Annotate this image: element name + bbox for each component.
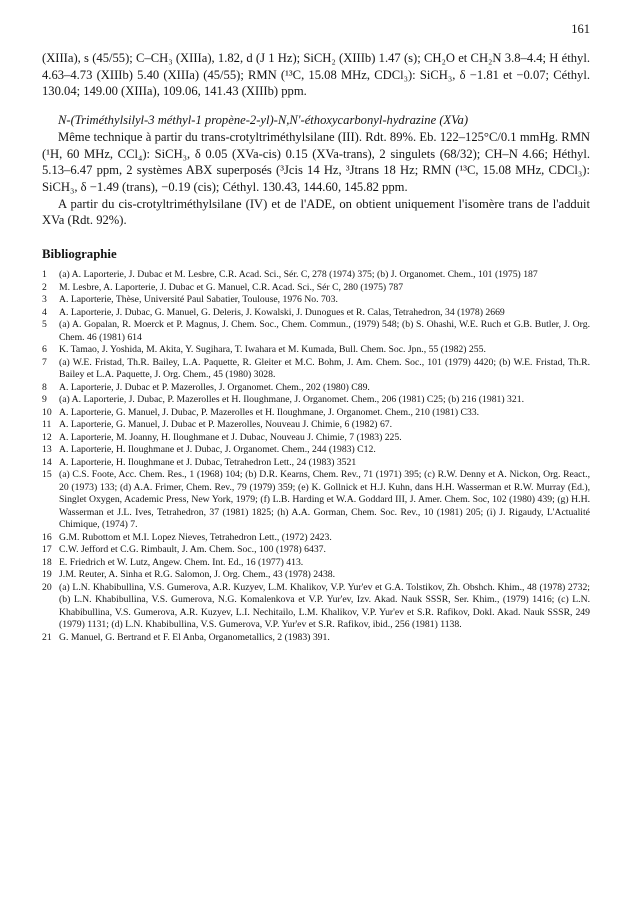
reference-text: A. Laporterie, H. Iloughmane et J. Dubac, Tetrahedron Lett., 24 (1983) 3521 <box>59 456 357 468</box>
reference-item <box>42 432 590 445</box>
reference-item <box>42 344 590 357</box>
reference-text: A. Laporterie, Thèse, Université Paul Sabatier, Toulouse, 1976 No. 703. <box>59 294 338 306</box>
body-paragraph-nmr-data: (XIIIa), s (45/55); C–CH₃ (XIIIa), 1.82, d (J 1 Hz); SiCH₂ (XIIIb) 1.47 (s); CH₂O et CH₂N 3.8–4.4; H éthyl. 4.63–4.73 (XIIIb) 5.40 (XIIIa) (45/55); RMN (¹³C, 15.08 MHz, CDCl₃): SiCH₃, δ −1.81 et −0.07; Céthyl. 130.04; 149.00 (XIIIa), 109.06, 141.43 (XIIIb) ppm. <box>42 51 590 99</box>
body-paragraph-procedure: Même technique à partir du trans-crotyltriméthylsilane (III). Rdt. 89%. Eb. 122–125°C/0.1 mmHg. RMN (¹H, 60 MHz, CCl₄): SiCH₃, δ 0.05 (XVa-cis) 0.15 (XVa-trans), 2 singulets (68/32); CH–N 4.66; Héthyl. 5.13–6.47 ppm, 2 systèmes ABX superposés (³Jcis 14 Hz, ³Jtrans 18 Hz; RMN (¹³C, 15.08 MHz, CDCl₃): SiCH₃, δ −1.49 (trans), −0.19 (cis); Céthyl. 130.43, 144.60, 145.82 ppm. <box>42 129 590 194</box>
reference-number: 4 <box>42 306 47 318</box>
reference-number: 2 <box>42 281 47 293</box>
reference-item <box>42 319 590 344</box>
reference-item <box>42 269 590 282</box>
reference-number: 17 <box>42 544 52 556</box>
reference-text: M. Lesbre, A. Laporterie, J. Dubac et G. Manuel, C.R. Acad. Sci., Sér C, 280 (1975) 787 <box>59 281 404 293</box>
reference-item <box>42 294 590 307</box>
reference-item <box>42 282 590 295</box>
reference-number: 11 <box>42 419 52 431</box>
section-heading-bibliography: Bibliographie <box>42 247 117 262</box>
reference-item <box>42 469 590 532</box>
reference-text: K. Tamao, J. Yoshida, M. Akita, Y. Sugihara, T. Iwahara et M. Kumada, Bull. Chem. Soc. Jpn., 55 (1982) 255. <box>59 344 486 356</box>
document-body <box>42 50 590 644</box>
reference-number: 1 <box>42 269 47 281</box>
reference-number: 7 <box>42 356 47 368</box>
reference-item <box>42 457 590 470</box>
body-paragraph-cis-result: A partir du cis-crotyltriméthylsilane (IV) et de l'ADE, on obtient uniquement l'isomère trans de l'adduit XVa (Rdt. 92%). <box>42 196 590 228</box>
reference-item <box>42 582 590 632</box>
reference-number: 6 <box>42 344 47 356</box>
reference-text: (a) L.N. Khabibullina, V.S. Gumerova, A.R. Kuzyev, L.M. Khalikov, V.P. Yur'ev et G.A. Tolstikov, Zh. Obshch. Khim., 48 (1978) 2732; (b) L.N. Khabibullina, V.S. Gumerova, N.G. Komalenkova et V.P. Yur'ev, Izv. Akad. Nauk SSSR, Ser. Khim., (1979) 1416; (c) L.N. Khabibullina, V.S. Gumerova, A.R. Kuzyev, L.I. Nechitailo, L.M. Khalikov, V.P. Yur'ev et S.R. Rafikov, Dokl. Akad. Nauk SSSR, 249 (1979) 1131; (d) L.N. Khabibullina, V.S. Gumerova, V.P. Yur'ev et S.R. Rafikov, ibid., 256 (1981) 1138. <box>59 581 590 631</box>
reference-item <box>42 544 590 557</box>
reference-item <box>42 307 590 320</box>
reference-text: A. Laporterie, J. Dubac et P. Mazerolles, J. Organomet. Chem., 202 (1980) C89. <box>59 381 370 393</box>
reference-number: 12 <box>42 431 52 443</box>
reference-item <box>42 557 590 570</box>
reference-text: (a) A. Gopalan, R. Moerck et P. Magnus, J. Chem. Soc., Chem. Commun., (1979) 548; (b) S. Ohashi, W.E. Ruch et G.B. Butler, J. Org. Chem. 46 (1981) 614 <box>59 319 590 343</box>
reference-list <box>42 269 590 644</box>
reference-text: (a) W.E. Fristad, Th.R. Bailey, L.A. Paquette, R. Gleiter et M.C. Bohm, J. Am. Chem. Soc., 101 (1979) 4420; (b) W.E. Fristad, Th.R. Bailey et L.A. Paquette, J. Org. Chem., 45 (1980) 3028. <box>59 356 590 381</box>
reference-number: 5 <box>42 319 47 331</box>
reference-item <box>42 569 590 582</box>
reference-text: C.W. Jefford et C.G. Rimbault, J. Am. Chem. Soc., 100 (1978) 6437. <box>59 544 326 556</box>
reference-text: J.M. Reuter, A. Sinha et R.G. Salomon, J. Org. Chem., 43 (1978) 2438. <box>59 569 336 581</box>
reference-item <box>42 382 590 395</box>
page-number: 161 <box>571 22 590 36</box>
reference-number: 10 <box>42 406 52 418</box>
reference-item <box>42 532 590 545</box>
reference-number: 14 <box>42 456 52 468</box>
reference-number: 15 <box>42 469 52 481</box>
compound-title: N-(Triméthylsilyl-3 méthyl-1 propène-2-yl)-N,N'-éthoxycarbonyl-hydrazine (XVa) <box>58 113 469 128</box>
reference-item <box>42 632 590 645</box>
reference-item <box>42 357 590 382</box>
reference-number: 3 <box>42 294 47 306</box>
reference-item <box>42 394 590 407</box>
reference-text: A. Laporterie, J. Dubac, G. Manuel, G. Deleris, J. Kowalski, J. Dunogues et R. Calas, Tetrahedron, 34 (1978) 2669 <box>59 306 505 318</box>
reference-text: G.M. Rubottom et M.I. Lopez Nieves, Tetrahedron Lett., (1972) 2423. <box>59 531 332 543</box>
reference-text: A. Laporterie, G. Manuel, J. Dubac, P. Mazerolles et H. Iloughmane, J. Organomet. Chem., 210 (1981) C33. <box>59 406 480 418</box>
reference-text: (a) A. Laporterie, J. Dubac et M. Lesbre, C.R. Acad. Sci., Sér. C, 278 (1974) 375; (b) J. Organomet. Chem., 101 (1975) 187 <box>59 269 538 281</box>
reference-text: G. Manuel, G. Bertrand et F. El Anba, Organometallics, 2 (1983) 391. <box>59 631 330 643</box>
reference-text: (a) A. Laporterie, J. Dubac, P. Mazerolles et H. Iloughmane, J. Organomet. Chem., 206 (1981) C25; (b) 216 (1981) 321. <box>59 394 524 406</box>
reference-number: 20 <box>42 581 52 593</box>
reference-number: 19 <box>42 569 52 581</box>
reference-text: A. Laporterie, G. Manuel, J. Dubac et P. Mazerolles, Nouveau J. Chimie, 6 (1982) 67. <box>59 419 393 431</box>
reference-number: 13 <box>42 444 52 456</box>
reference-number: 21 <box>42 631 52 643</box>
reference-text: E. Friedrich et W. Lutz, Angew. Chem. Int. Ed., 16 (1977) 413. <box>59 556 304 568</box>
reference-item <box>42 444 590 457</box>
reference-number: 18 <box>42 556 52 568</box>
reference-text: A. Laporterie, M. Joanny, H. Iloughmane et J. Dubac, Nouveau J. Chimie, 7 (1983) 225. <box>59 431 402 443</box>
reference-number: 9 <box>42 394 47 406</box>
reference-text: (a) C.S. Foote, Acc. Chem. Res., 1 (1968) 104; (b) D.R. Kearns, Chem. Rev., 71 (1971) 395; (c) R.W. Denny et A. Nickon, Org. React., 20 (1973) 133; (d) A.A. Frimer, Chem. Rev., 79 (1979) 359; (e) K. Gollnick et H.J. Kuhn, dans H.H. Wasserman et R.W. Murray (Ed.), Singlet Oxygen, Academic Press, New York, 1979; (f) L.B. Harding et W.A. Goddard III, J. Amer. Chem. Soc, 102 (1980) 439; (g) H.H. Wasserman et J.L. Ives, Tetrahedron, 37 (1981) 1825; (h) A.A. Gorman, Chem. Soc. Rev., 10 (1981) 205; (i) J. Rigaudy, L'Actualité Chimique, (1974) 7. <box>59 469 590 531</box>
reference-number: 8 <box>42 381 47 393</box>
reference-text: A. Laporterie, H. Iloughmane et J. Dubac, J. Organomet. Chem., 244 (1983) C12. <box>59 444 376 456</box>
reference-item <box>42 419 590 432</box>
reference-number: 16 <box>42 531 52 543</box>
reference-item <box>42 407 590 420</box>
